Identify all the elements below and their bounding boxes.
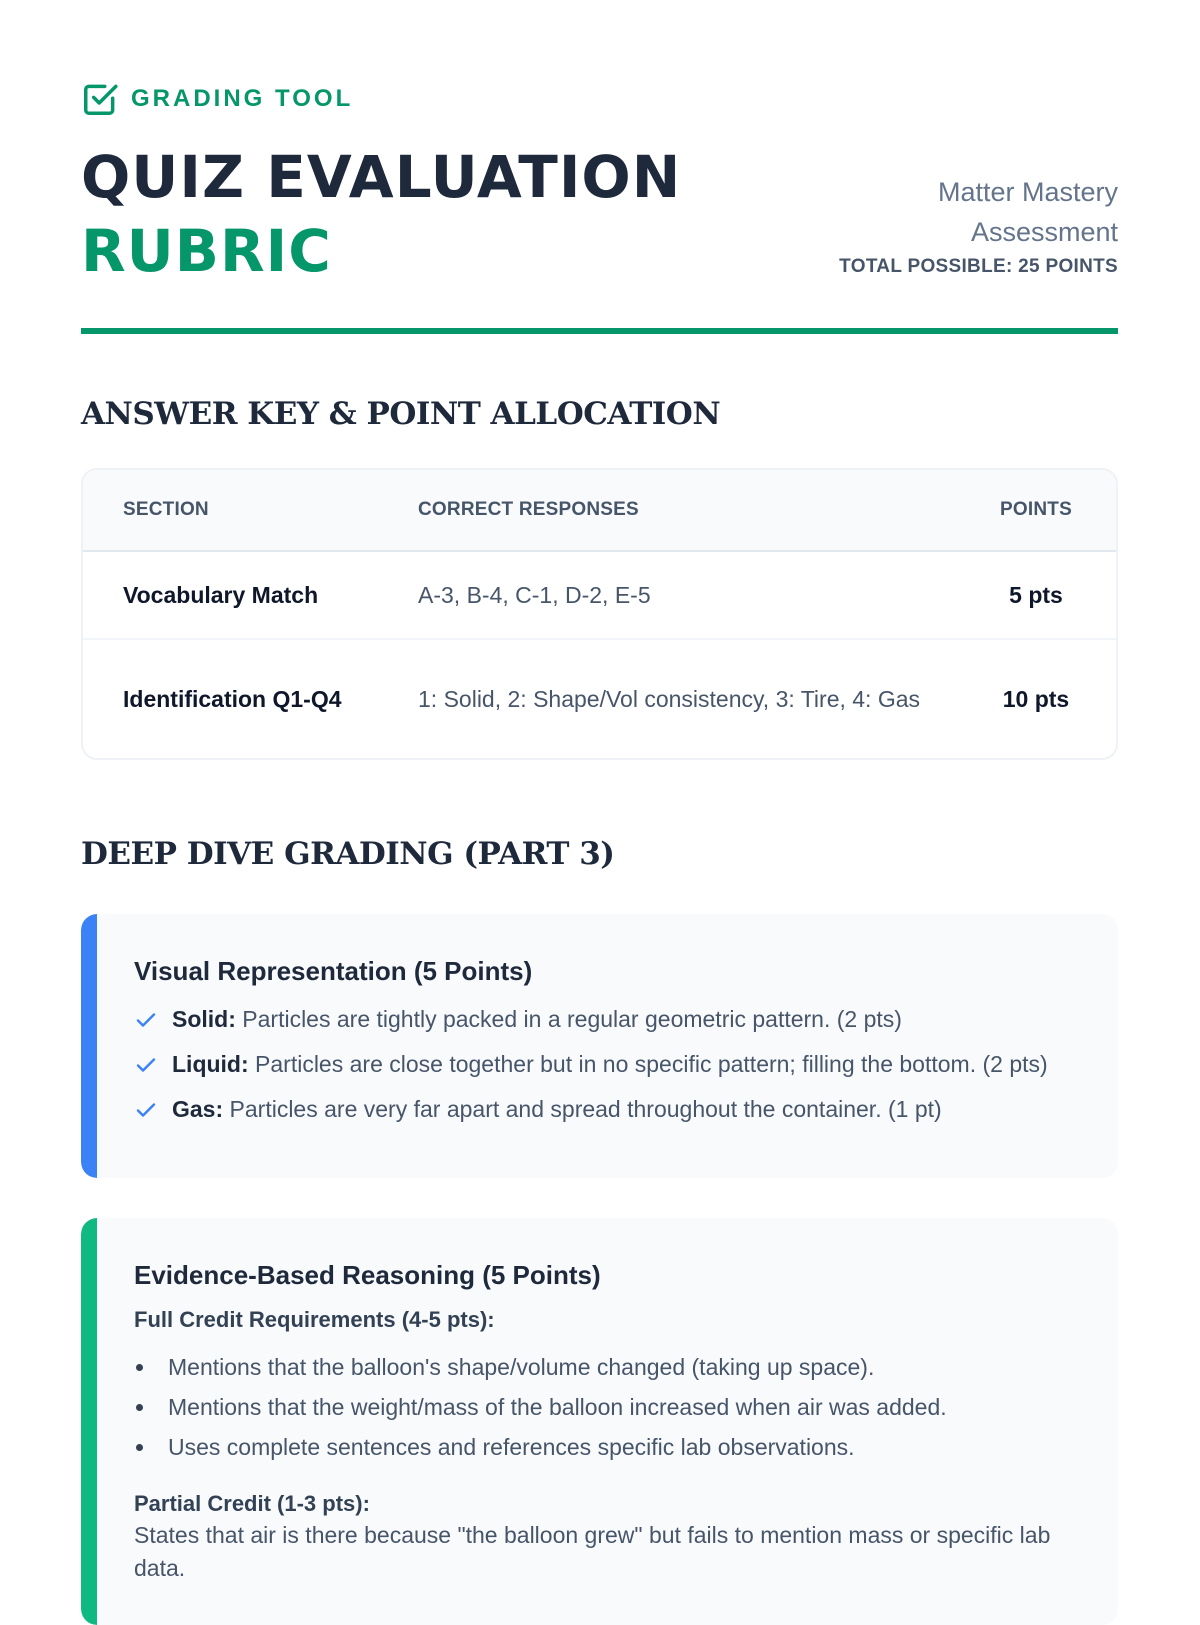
visual-representation-card xyxy=(81,914,1118,1178)
list-item xyxy=(134,1048,1078,1081)
cell-section: Identification Q1-Q4 xyxy=(123,685,342,712)
title-block xyxy=(81,80,681,288)
column-header-responses: CORRECT RESPONSES xyxy=(378,470,956,551)
assessment-meta xyxy=(839,172,1118,288)
full-credit-heading: Full Credit Requirements (4-5 pts): xyxy=(134,1307,495,1332)
check-icon xyxy=(134,1093,172,1126)
criteria-list xyxy=(134,1003,1078,1126)
table-row xyxy=(83,639,1116,758)
evidence-reasoning-card xyxy=(81,1218,1118,1625)
answer-key-heading: ANSWER KEY & POINT ALLOCATION xyxy=(81,396,721,432)
criteria-label: Gas: xyxy=(172,1096,224,1122)
title-line-2: RUBRIC xyxy=(81,217,332,285)
criteria-label: Solid: xyxy=(172,1006,236,1032)
total-points: TOTAL POSSIBLE: 25 POINTS xyxy=(839,256,1118,277)
assessment-name: Matter Mastery Assessment xyxy=(937,177,1118,247)
title-line-1: QUIZ EVALUATION xyxy=(81,143,682,211)
criteria-label: Liquid: xyxy=(172,1051,249,1077)
partial-credit-heading: Partial Credit (1-3 pts): xyxy=(134,1491,370,1516)
column-header-points: POINTS xyxy=(956,470,1116,551)
page-title xyxy=(81,140,681,288)
card-title: Evidence-Based Reasoning (5 Points) xyxy=(134,1260,601,1290)
deep-dive-heading: DEEP DIVE GRADING (PART 3) xyxy=(81,836,615,872)
list-item xyxy=(134,1003,1078,1036)
rubric-header xyxy=(81,80,1118,334)
check-icon xyxy=(134,1003,172,1036)
list-item xyxy=(134,1093,1078,1126)
partial-credit-text: States that air is there because "the balloon grew" but fails to mention mass or specific lab data. xyxy=(134,1522,1051,1581)
eyebrow xyxy=(81,80,681,118)
list-item: Mentions that the balloon's shape/volume changed (taking up space). xyxy=(134,1347,1078,1387)
cell-responses: 1: Solid, 2: Shape/Vol consistency, 3: Tire, 4: Gas xyxy=(418,685,921,712)
checkbox-check-icon xyxy=(81,80,119,118)
criteria-text: Particles are very far apart and spread throughout the container. (1 pt) xyxy=(229,1096,942,1122)
cell-responses: A-3, B-4, C-1, D-2, E-5 xyxy=(378,551,956,639)
criteria-text: Particles are tightly packed in a regular geometric pattern. (2 pts) xyxy=(242,1006,902,1032)
card-title: Visual Representation (5 Points) xyxy=(134,956,533,986)
eyebrow-label: GRADING TOOL xyxy=(131,85,354,112)
cell-section: Vocabulary Match xyxy=(83,551,378,639)
column-header-section: SECTION xyxy=(83,470,378,551)
table-header-row xyxy=(83,470,1116,551)
criteria-text: Particles are close together but in no specific pattern; filling the bottom. (2 pts) xyxy=(255,1051,1048,1077)
cell-points: 5 pts xyxy=(956,551,1116,639)
table-row xyxy=(83,551,1116,639)
cell-points: 10 pts xyxy=(1002,685,1070,712)
answer-key-table xyxy=(81,468,1118,760)
list-item: Mentions that the weight/mass of the balloon increased when air was added. xyxy=(134,1387,1078,1427)
list-item: Uses complete sentences and references specific lab observations. xyxy=(134,1427,1078,1467)
full-credit-list xyxy=(134,1347,1078,1467)
check-icon xyxy=(134,1048,172,1081)
